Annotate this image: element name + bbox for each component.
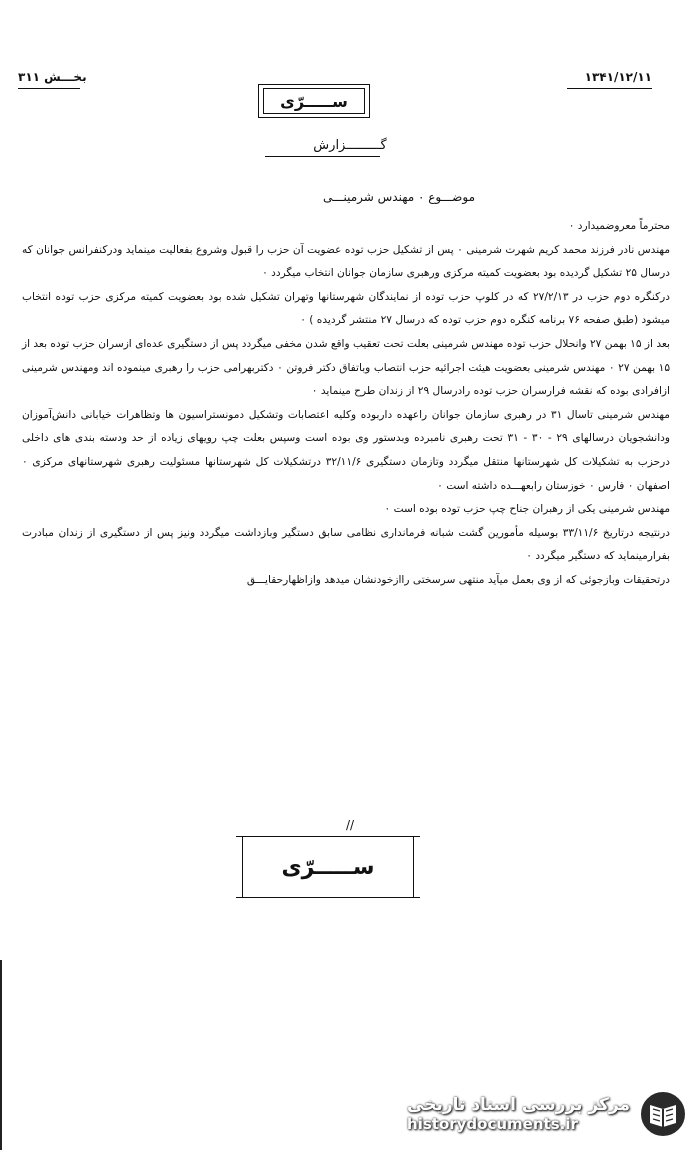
book-logo-icon bbox=[638, 1089, 688, 1139]
paragraph-5: مهندس شرمینی یکی از رهبران جناح چپ حزب توده بوده است ۰ bbox=[384, 503, 670, 516]
paragraph-7: درتحقیقات وبازجوئی که از وی بعمل میآید منتهی سرسختی راازخودنشان میدهد وازاظهارحقایـــق bbox=[246, 573, 670, 586]
paragraph-1: مهندس نادر فرزند محمد کریم شهرت شرمینی ۰ پس از تشکیل حزب توده عضویت آن حزب را قبول وشروع بفعالیت مینماید ودرکنفرانس جوانان که درسال ۲۵ تشکیل گردیده بود بعضویت کمیته مرکزی ورهبری سازمان جوانان انتخاب میگردد ۰ bbox=[22, 243, 670, 280]
paragraph-4: مهندس شرمینی تاسال ۳۱ در رهبری سازمان جوانان راعهده داربوده وکلیه اعتصابات وتشکیل دمونستراسیون ها وتظاهرات خیابانی دانش‌آموزان ودانشجویان درسالهای ۲۹ - ۳۰ - ۳۱ تحت رهبری نامبرده وبدستور وی بوده است وسپس بعلت چپ رویهای زیاده از حد ودسته بندی های داخلی درحزب به تشکیلات کل شهرستانها منتقل میگردد وتازمان دستگیری ۳۲/۱۱/۶ درتشکیلات کل شهرستانها مسئولیت رهبری شهرستانهای مرکزی ۰ اصفهان ۰ فارس ۰ خوزستان رابعهـــده داشته است ۰ bbox=[22, 408, 670, 492]
continuation-mark: // bbox=[345, 818, 355, 832]
date-underline bbox=[567, 88, 652, 89]
classification-stamp-bottom bbox=[236, 836, 420, 898]
report-subject: موضـــوع ۰ مهندس شرمینـــی bbox=[322, 190, 475, 204]
watermark bbox=[398, 1084, 688, 1144]
classification-stamp-text: ســـــرّی bbox=[280, 91, 348, 111]
bottom-stamp-text: ســـــرّی bbox=[281, 854, 375, 880]
stamp-left-bar bbox=[242, 837, 243, 897]
paragraph-6: درنتیجه درتاریخ ۳۳/۱۱/۶ بوسیله مأمورین گشت شبانه فرمانداری نظامی سابق دستگیر وبازداشت میگردد ونیز پس از دستگیری از زندان مبادرت بفرارمینماید که دستگیر میگردد ۰ bbox=[22, 526, 670, 563]
watermark-text bbox=[407, 1095, 630, 1133]
watermark-org-name: مرکز بررسی اسناد تاریخی bbox=[407, 1095, 630, 1115]
section-label: بخـــش ۳۱۱ bbox=[18, 70, 87, 84]
report-body bbox=[22, 215, 670, 593]
report-title: گـــــــــزارش bbox=[313, 138, 387, 153]
paragraph-3: بعد از ۱۵ بهمن ۲۷ وانحلال حزب توده مهندس شرمینی بعلت تحت تعقیب واقع شدن مخفی میگردد پس از دستگیری عده‌ای ازسران حزب توده بعد از ۱۵ بهمن ۲۷ ۰ مهندس شرمینی بعضویت هیئت اجرائیه حزب انتصاب وباتفاق دکتر فروتن ۰ دکتربهرامی حزب را رهبری مینموده اند ومهندس شرمینی ازافرادی بوده که نقشه فرارسران حزب توده رادرسال ۲۹ از زندان طرح مینماید ۰ bbox=[22, 337, 671, 398]
scan-edge-line bbox=[0, 960, 2, 1150]
paragraph-2: درکنگره دوم حزب در ۲۷/۲/۱۳ که در کلوپ حزب توده از نمایندگان شهرستانها وتهران تشکیل شده بود بعضویت کمیته مرکزی حزب توده انتخاب میشود (طبق صفحه ۷۶ برنامه کنگره دوم حزب توده که درسال ۲۷ منتشر گردیده ) ۰ bbox=[22, 290, 671, 327]
salutation: محترماً معروضمیدارد ۰ bbox=[568, 220, 670, 232]
document-date: ۱۳۴۱/۱۲/۱۱ bbox=[584, 70, 652, 84]
section-underline bbox=[18, 88, 80, 89]
title-underline bbox=[265, 156, 380, 157]
watermark-url: historydocuments.ir bbox=[407, 1115, 578, 1133]
classification-stamp-top bbox=[258, 84, 370, 118]
stamp-right-bar bbox=[413, 837, 414, 897]
